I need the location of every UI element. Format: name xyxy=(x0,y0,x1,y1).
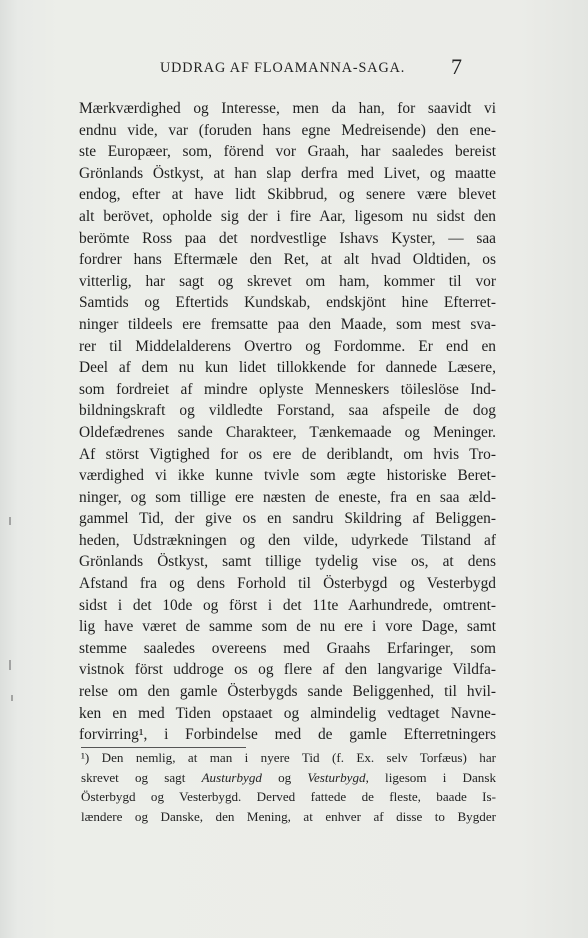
text-line: gammel Tid, der give os en sandru Skildring af Beliggen- xyxy=(79,510,496,528)
running-title: UDDRAG AF FLOAMANNA-SAGA. xyxy=(160,60,406,76)
text-line: Afstand fra og dens Forhold til Österbygd og Vesterbygd xyxy=(79,575,496,593)
text-line: bildningskraft og vildledte Forstand, saa afspeile de dog xyxy=(79,402,496,420)
text-line: Grönlands Östkyst, samt tillige tydelig vise os, at dens xyxy=(79,553,496,571)
text-line: lig have været de samme som de nu ere i vore Dage, samt xyxy=(79,618,496,636)
left-edge-mark xyxy=(9,517,11,525)
text-line: Oldefædrenes sande Charakteer, Tænkemaade og Meninger. xyxy=(79,423,496,441)
text-line: Grönlands Östkyst, at han slap derfra med Livet, og maatte xyxy=(79,164,496,182)
footnote-line: lændere og Danske, den Mening, at enhver af disse to Bygder xyxy=(81,808,496,824)
text-line: som fordreiet af mindre oplyste Menneskers töileslöse Ind- xyxy=(79,380,496,398)
text-line: stemme saaledes overeens med Graahs Erfaringer, som xyxy=(79,639,496,657)
text-line: Mærkværdighed og Interesse, men da han, for saavidt vi xyxy=(79,100,496,117)
text-line: vitterlig, har sagt og skrevet om ham, kommer til vor xyxy=(79,272,496,290)
left-edge-mark xyxy=(11,695,13,701)
text-line: relse om den gamle Österbygds sande Beliggenhed, til hvil- xyxy=(79,683,496,701)
text-line: Af störst Vigtighed for os ere de deriblandt, om hvis Tro- xyxy=(79,445,496,463)
text-line: ninger tildeels ere fremsatte paa den Maade, som mest sva- xyxy=(79,315,496,333)
text-line: heden, Udstrækningen og den vilde, udyrkede Tilstand af xyxy=(79,531,496,549)
text-line: Deel af dem nu kun lidet tillokkende for dannede Læsere, xyxy=(79,359,496,377)
text-line: berömte Ross paa det nordvestlige Ishavs Kyster, — saa xyxy=(79,229,496,247)
text-line: endog, efter at have lidt Skibbrud, og senere være blevet xyxy=(79,186,496,204)
left-edge-mark xyxy=(9,660,11,670)
text-line: alt berövet, opholde sig der i fire Aar, ligesom nu sidst den xyxy=(79,207,496,225)
text-line: ste Europæer, som, förend vor Graah, har saaledes bereist xyxy=(79,143,496,161)
body-text xyxy=(79,98,496,746)
page-header xyxy=(0,56,588,80)
text-line: vistnok först uddroge os og flere af den langvarige Vildfa- xyxy=(79,661,496,679)
text-line: forvirring¹, i Forbindelse med de gamle Efterretningers xyxy=(79,726,496,744)
footnote-line: Österbygd og Vesterbygd. Derved fattede de fleste, baade Is- xyxy=(81,789,496,804)
italic-term: Vesturbygd xyxy=(307,769,366,785)
text-line: ken en med Tiden opstaaet og almindelig vedtaget Navne- xyxy=(79,704,496,722)
text-line: endnu vide, var (foruden hans egne Medreisende) den ene- xyxy=(79,121,496,139)
footnote-line: skrevet og sagt Austurbygd og Vesturbygd, ligesom i Dansk xyxy=(81,769,496,785)
text-line: sidst i det 10de og först i det 11te Aarhundrede, omtrent- xyxy=(79,596,496,614)
text-line: værdighed vi ikke kunne tvivle som ægte historiske Beret- xyxy=(79,467,496,485)
text-line: rer til Middelalderens Overtro og Fordomme. Er end en xyxy=(79,337,496,355)
page-number: 7 xyxy=(451,54,462,79)
italic-term: Austurbygd xyxy=(201,769,262,785)
footnote-line: ¹) Den nemlig, at man i nyere Tid (f. Ex. selv Torfæus) har xyxy=(81,750,496,765)
text-line: fordrer hans Eftermæle den Ret, at alt hvad Oldtiden, os xyxy=(79,251,496,269)
text-line: ninger, og som tillige ere næsten de eneste, fra en saa æld- xyxy=(79,488,496,506)
footnote xyxy=(81,748,496,826)
text-line: Samtids og Eftertids Kundskab, endskjönt hine Efterret- xyxy=(79,294,496,312)
